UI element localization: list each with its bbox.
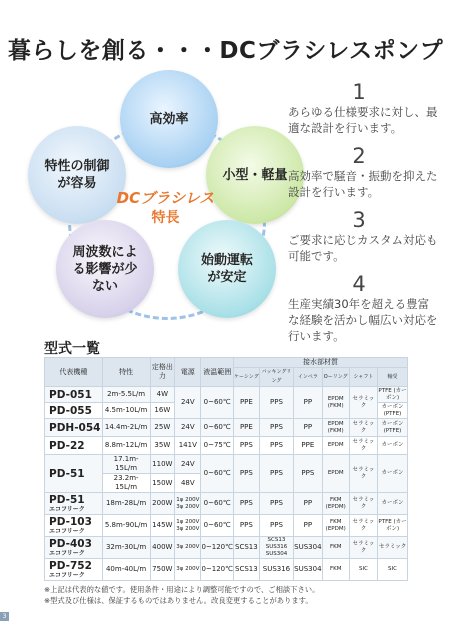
cell-backing-ring: PPS [259, 437, 293, 455]
cell-model [45, 515, 103, 537]
cell-characteristics: 32m-30L/m [102, 537, 150, 559]
cell-model: PD-055 [45, 403, 103, 419]
header-impeller: インペラ [294, 368, 322, 387]
cell-liquid-range: 0~60℃ [201, 419, 234, 437]
point-text: あらゆる仕様要求に対し、最適な設計を行います。 [288, 105, 438, 135]
header-liquid-range: 液温範囲 [201, 358, 234, 387]
cell-bearing: カーボン (PTFE) [378, 419, 408, 437]
feature-label: 始動運転が安定 [200, 253, 253, 285]
point-number: 1 [352, 80, 366, 104]
cell-shaft: セラミック [349, 387, 377, 419]
cell-impeller: PP [294, 419, 322, 437]
cell-shaft: セラミック [349, 437, 377, 455]
cell-casing: SCS13 [233, 559, 259, 581]
point-2 [288, 144, 438, 200]
cell-shaft: セラミック [349, 537, 377, 559]
cell-power: 24V [175, 419, 201, 437]
cell-characteristics: 14.4m-2L/m [102, 419, 150, 437]
cell-shaft: セラミック [349, 515, 377, 537]
cell-model [45, 537, 103, 559]
cell-model: PDH-054 [45, 419, 103, 437]
feature-bubble-startup [178, 220, 276, 318]
cell-casing: PPE [233, 419, 259, 437]
cell-shaft: SIC [349, 559, 377, 581]
cell-power: 3φ 200V [175, 559, 201, 581]
cell-model [45, 559, 103, 581]
cell-output: 110W [150, 455, 175, 474]
page-title: 暮らしを創る・・・DCブラシレスポンプ [7, 38, 444, 64]
cell-characteristics: 4.5m-10L/m [102, 403, 150, 419]
center-line-1: DCブラシレス [116, 189, 215, 207]
cell-liquid-range: 0~60℃ [201, 455, 234, 493]
point-text: ご要求に応じカスタム対応も可能です。 [288, 233, 438, 263]
cell-o-ring: FKM (EPDM) [322, 493, 349, 515]
cell-casing: PPS [233, 455, 259, 493]
footnote: ※上記は代表的な値です。使用条件・用途により調整可能ですので、ご相談下さい。 [44, 585, 320, 594]
table-header-row [45, 358, 408, 368]
cell-model: PD-51 [45, 455, 103, 493]
cell-characteristics: 2m-5.5L/m [102, 387, 150, 403]
cell-impeller: PPE [294, 437, 322, 455]
cell-impeller: PP [294, 493, 322, 515]
cell-bearing: カーボン [378, 455, 408, 493]
cell-o-ring: EPDM (FKM) [322, 419, 349, 437]
model-name: PD-752 [49, 560, 92, 572]
cell-output: 35W [150, 437, 175, 455]
section-title: 型式一覧 [44, 341, 100, 357]
diagram-center-label [98, 188, 233, 228]
table-row [45, 419, 408, 437]
cell-bearing: カーボン [378, 493, 408, 515]
features-diagram [28, 70, 308, 325]
cell-shaft: セラミック [349, 419, 377, 437]
model-name: PD-51 [49, 494, 85, 506]
cell-casing: SCS13 [233, 537, 259, 559]
cell-impeller: SUS304 [294, 537, 322, 559]
cell-model: PD-22 [45, 437, 103, 455]
table-row [45, 387, 408, 403]
cell-impeller: PPS [294, 455, 322, 493]
cell-bearing: SIC [378, 559, 408, 581]
cell-characteristics: 17.1m-15L/m [102, 455, 150, 474]
cell-casing: PPS [233, 493, 259, 515]
cell-output: 750W [150, 559, 175, 581]
cell-impeller: SUS304 [294, 559, 322, 581]
cell-characteristics: 8.8m-12L/m [102, 437, 150, 455]
header-model: 代表機種 [45, 358, 103, 387]
cell-liquid-range: 0~120℃ [201, 537, 234, 559]
model-subtitle: エコフリーク [49, 528, 85, 535]
cell-casing: PPS [233, 437, 259, 455]
point-3 [288, 208, 438, 264]
cell-backing-ring: PPS [259, 387, 293, 419]
cell-o-ring: EPDM [322, 437, 349, 455]
cell-backing-ring: PPS [259, 493, 293, 515]
header-backing-ring: バッキングリング [259, 368, 293, 387]
cell-characteristics: 18m-28L/m [102, 493, 150, 515]
header-characteristics: 特性 [102, 358, 150, 387]
cell-model [45, 493, 103, 515]
cell-bearing: セラミック [378, 537, 408, 559]
point-text: 生産実績30年を超える豊富な経験を活かし幅広い対応を行います。 [288, 297, 438, 343]
cell-backing-ring: PPS [259, 419, 293, 437]
cell-output: 25W [150, 419, 175, 437]
cell-power: 24V [175, 387, 201, 419]
feature-label: 高効率 [149, 111, 189, 127]
point-4 [288, 272, 438, 344]
feature-label: 特性の制御が容易 [44, 159, 110, 191]
point-number: 4 [352, 272, 366, 296]
cell-output: 145W [150, 515, 175, 537]
header-casing: ケーシング [233, 368, 259, 387]
cell-o-ring: FKM [322, 559, 349, 581]
cell-shaft: セラミック [349, 493, 377, 515]
cell-output: 150W [150, 474, 175, 493]
cell-casing: PPE [233, 387, 259, 419]
header-shaft: シャフト [349, 368, 377, 387]
header-o-ring: Oーリング [322, 368, 349, 387]
cell-power: 1φ 200V 3φ 200V [175, 493, 201, 515]
model-subtitle: エコフリーク [49, 572, 85, 579]
cell-model: PD-051 [45, 387, 103, 403]
table-row [45, 437, 408, 455]
page-number: 3 [0, 612, 9, 621]
cell-output: 400W [150, 537, 175, 559]
cell-output: 16W [150, 403, 175, 419]
spec-table [44, 357, 408, 581]
feature-bubble-frequency [56, 220, 154, 318]
feature-points [288, 80, 438, 352]
cell-characteristics: 23.2m-15L/m [102, 474, 150, 493]
table-row [45, 493, 408, 515]
header-wetted-parts: 接水部材質 [233, 358, 407, 368]
center-line-2: 特長 [151, 210, 180, 226]
model-name: PD-403 [49, 538, 92, 550]
table-row [45, 515, 408, 537]
point-number: 3 [352, 208, 366, 232]
cell-casing: PPS [233, 515, 259, 537]
cell-impeller: PP [294, 387, 322, 419]
cell-power: 24V [175, 455, 201, 474]
cell-backing-ring: PPS [259, 515, 293, 537]
model-name: PD-103 [49, 516, 92, 528]
cell-characteristics: 5.8m-90L/m [102, 515, 150, 537]
cell-backing-ring: PPS [259, 455, 293, 493]
cell-liquid-range: 0~60℃ [201, 493, 234, 515]
footnotes [44, 584, 319, 606]
table-row [45, 559, 408, 581]
footnote: ※型式及び仕様は、保証するものではありません。改良変更することがあります。 [44, 596, 313, 605]
cell-o-ring: FKM (EPDM) [322, 515, 349, 537]
cell-backing-ring: SUS316 [259, 559, 293, 581]
cell-o-ring: EPDM (FKM) [322, 387, 349, 419]
cell-bearing: PTFE (カーボン) [378, 387, 407, 401]
header-output: 定格出力 [150, 358, 175, 387]
point-text: 高効率で騒音・振動を抑えた設計を行います。 [288, 169, 438, 199]
cell-liquid-range: 0~60℃ [201, 387, 234, 419]
cell-bearing: カーボン (PTFE) [378, 403, 408, 419]
feature-bubble-efficiency [120, 70, 218, 168]
cell-power: 3φ 200V [175, 537, 201, 559]
model-subtitle: エコフリーク [49, 506, 85, 513]
cell-shaft: セラミック [349, 455, 377, 493]
cell-o-ring: EPDM [322, 455, 349, 493]
cell-impeller: PP [294, 515, 322, 537]
point-number: 2 [352, 144, 366, 168]
cell-power: 1φ 200V 3φ 200V [175, 515, 201, 537]
feature-label: 周波数による影響が少ない [72, 244, 138, 294]
cell-power: 48V [175, 474, 201, 493]
model-subtitle: エコフリーク [49, 550, 85, 557]
point-1 [288, 80, 438, 136]
cell-o-ring: FKM [322, 537, 349, 559]
cell-bearing: PTFE (カーボン) [378, 515, 408, 537]
cell-liquid-range: 0~120℃ [201, 559, 234, 581]
cell-liquid-range: 0~75℃ [201, 437, 234, 455]
table-row [45, 537, 408, 559]
header-bearing: 軸受 [378, 368, 408, 387]
cell-power: 141V [175, 437, 201, 455]
cell-output: 200W [150, 493, 175, 515]
table-row [45, 455, 408, 474]
cell-characteristics: 40m-40L/m [102, 559, 150, 581]
cell-bearing: カーボン [378, 437, 408, 455]
header-power: 電源 [175, 358, 201, 387]
cell-liquid-range: 0~60℃ [201, 515, 234, 537]
cell-output: 4W [150, 387, 175, 403]
feature-label: 小型・軽量 [222, 167, 288, 183]
cell-backing-ring: SCS13 SUS316 SUS304 [259, 537, 293, 559]
